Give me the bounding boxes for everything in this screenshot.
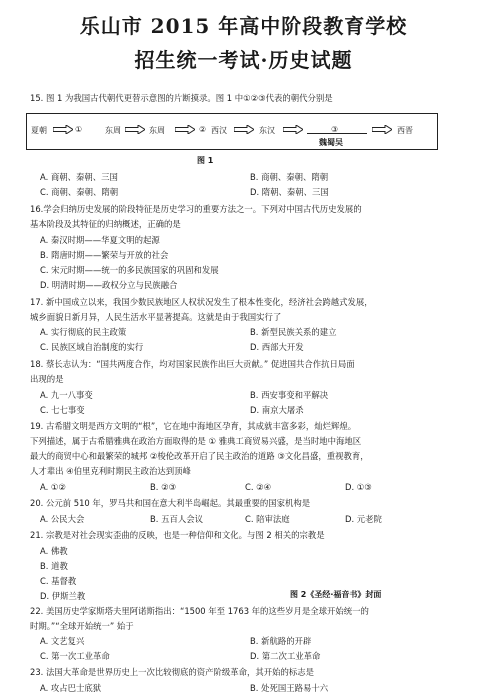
q22-stem-1: 22. 美国历史学家斯塔夫里阿诺斯指出：“1500 年至 1763 年的这些岁月是全球开始统一的 [30, 606, 369, 616]
q16-option-a: A. 秦汉时期——华夏文明的起源 [40, 235, 160, 245]
flow-node-5: ② [199, 125, 207, 134]
q20-option-a: A. 公民大会 [40, 514, 85, 524]
q17-option-d: D. 西部大开发 [250, 342, 304, 352]
q19-stem-3: 最大的商贸中心和最繁荣的城邦 ②梭伦改革开启了民主政治的道路 ③文化昌盛，重视教育， [30, 451, 369, 461]
q16-option-c: C. 宋元时期——统一的多民族国家的巩固和发展 [40, 265, 219, 275]
q22-option-b: B. 新航路的开辟 [250, 636, 312, 646]
q21-option-b: B. 道教 [40, 561, 68, 571]
q19-option-b: B. ②③ [150, 482, 177, 492]
flow-node-6: 西汉 [211, 126, 227, 135]
exam-title-line-1: 乐山市 2015 年高中阶段教育学校 [79, 14, 408, 38]
q21-stem: 21. 宗教是对社会现实歪曲的反映，也是一种信仰和文化。与图 2 相关的宗教是 [30, 530, 325, 540]
q19-stem-2: 下列描述，属于古希腊雅典在政治方面取得的是 ① 雅典工商贸易兴盛，是当时地中海地区 [30, 436, 362, 446]
q17-option-c: C. 民族区域自治制度的实行 [40, 342, 144, 352]
flow-node-9: 西晋 [397, 126, 413, 135]
arrow-icon [53, 125, 73, 134]
q19-stem-4: 人才辈出 ④伯里克利时期民主政治达到顶峰 [30, 466, 191, 476]
q18-stem-2: 出现的是 [30, 374, 64, 384]
q18-option-b: B. 西安事变和平解决 [250, 390, 329, 400]
q22-option-d: D. 第二次工业革命 [250, 651, 321, 661]
q20-option-d: D. 元老院 [345, 514, 382, 524]
q18-option-a: A. 九一八事变 [40, 390, 93, 400]
q22-stem-2: 时期。”“全球开始统一” 始于 [30, 621, 134, 631]
q17-option-a: A. 实行彻底的民主政策 [40, 327, 127, 337]
flow-node-1: 夏朝 [31, 126, 47, 135]
q20-stem: 20. 公元前 510 年，罗马共和国在意大利半岛崛起。其最重要的国家机构是 [30, 498, 311, 508]
q21-option-a: A. 佛教 [40, 546, 68, 556]
q17-option-b: B. 新型民族关系的建立 [250, 327, 337, 337]
q23-stem: 23. 法国大革命是世界历史上一次比较彻底的资产阶级革命，其开始的标志是 [30, 667, 314, 677]
flow-note: 魏蜀吴 [319, 138, 343, 147]
q19-option-c: C. ②④ [245, 482, 272, 492]
q15-stem: 15. 图 1 为我国古代朝代更替示意图的片断摸录。图 1 中①②③代表的朝代分别是 [30, 93, 333, 103]
figure-1-caption: 图 1 [197, 156, 214, 165]
q17-stem-2: 城乡面貌日新月异，人民生活水平显著提高。这就是由于我国实行了 [30, 312, 282, 322]
arrow-icon [175, 125, 195, 134]
q20-option-c: C. 陪审法庭 [245, 514, 290, 524]
flow-node-7: 东汉 [259, 126, 275, 135]
flow-node-8: ③ [331, 125, 339, 134]
q15-option-c: C. 商朝、秦朝、隋朝 [40, 187, 119, 197]
q18-option-d: D. 南京大屠杀 [250, 405, 304, 415]
q15-option-b: B. 商朝、秦朝、隋朝 [250, 172, 329, 182]
q18-stem-1: 18. 蔡长志认为：“国共两度合作，均对国家民族作出巨大贡献。” 促进国共合作抗日局面 [30, 359, 355, 369]
q19-stem-1: 19. 古希腊文明是西方文明的“根”，它在地中海地区孕育，其成就丰富多彩，灿烂辉煌。 [30, 421, 357, 431]
arrow-icon [125, 125, 145, 134]
q23-option-a: A. 攻占巴士底狱 [40, 683, 102, 693]
q18-option-c: C. 七七事变 [40, 405, 85, 415]
flow-node-2: ① [75, 125, 83, 134]
q22-option-a: A. 文艺复兴 [40, 636, 85, 646]
q20-option-b: B. 五百人会议 [150, 514, 203, 524]
q15-option-a: A. 商朝、秦朝、三国 [40, 172, 118, 182]
exam-title-line-2: 招生统一考试·历史试题 [134, 48, 353, 72]
q19-option-a: A. ①② [40, 482, 66, 492]
arrow-icon [234, 125, 254, 134]
flow-node-3: 东周 [105, 126, 121, 135]
figure-2-caption: 图 2《圣经·福音书》封面 [290, 590, 382, 599]
dynasty-flow-diagram [26, 113, 438, 150]
flow-node-4: 东周 [149, 126, 165, 135]
q16-option-d: D. 明清时期——政权分立与民族融合 [40, 280, 178, 290]
arrow-icon [283, 125, 303, 134]
q23-option-b: B. 处死国王路易十六 [250, 683, 329, 693]
q15-option-d: D. 隋朝、秦朝、三国 [250, 187, 329, 197]
q16-stem-1: 16.学会归纳历史发展的阶段特征是历史学习的重要方法之一。下列对中国古代历史发展的 [30, 204, 362, 214]
q21-option-c: C. 基督教 [40, 576, 77, 586]
q21-option-d: D. 伊斯兰教 [40, 591, 86, 601]
q16-option-b: B. 隋唐时期——繁荣与开放的社会 [40, 250, 169, 260]
q22-option-c: C. 第一次工业革命 [40, 651, 110, 661]
arrow-icon [372, 125, 392, 134]
q17-stem-1: 17. 新中国成立以来，我国少数民族地区人权状况发生了根本性变化，经济社会跨越式发展， [30, 297, 373, 307]
q16-stem-2: 基本阶段及其特征的归纳概述，正确的是 [30, 219, 181, 229]
q19-option-d: D. ①③ [345, 482, 372, 492]
